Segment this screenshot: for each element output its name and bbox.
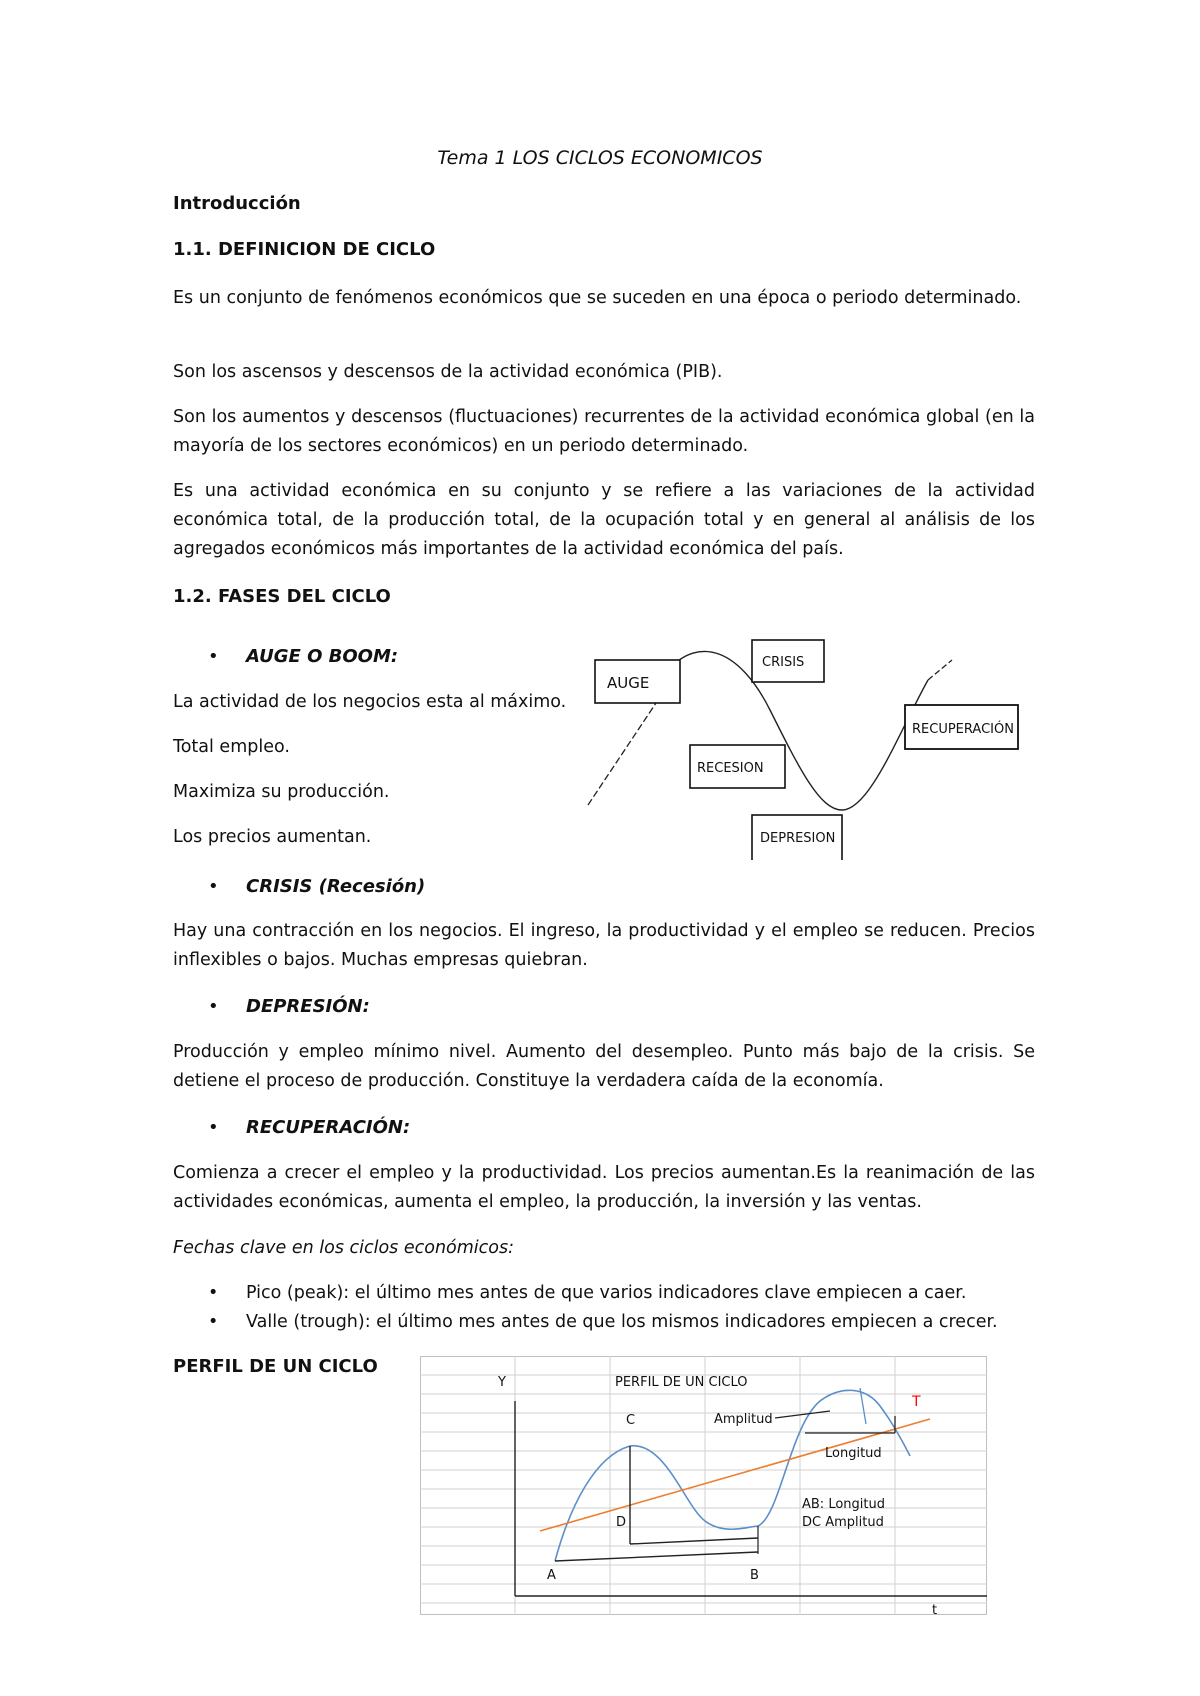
bullet-icon: •	[208, 1312, 219, 1332]
recuperacion-paragraph: Comienza a crecer el empleo y la productividad. Los precios aumentan.Es la reanimación de las actividades económicas, aumenta el empleo, la producción, la inversión y las ventas.	[173, 1163, 1035, 1212]
perfil-ab-line	[555, 1552, 758, 1561]
perfil-point-d: D	[616, 1515, 627, 1530]
bullet-icon: •	[208, 996, 219, 1017]
bullet-icon: •	[208, 1283, 219, 1303]
perfil-y-label: Y	[498, 1375, 506, 1390]
depresion-box-label: DEPRESION	[760, 831, 836, 846]
perfil-x-label: t	[932, 1603, 938, 1618]
perfil-heading: PERFIL DE UN CICLO	[173, 1356, 378, 1377]
recesion-box-label: RECESION	[697, 761, 764, 776]
perfil-chart	[420, 1356, 990, 1618]
crisis-title: CRISIS (Recesión)	[246, 876, 426, 897]
auge-box-label: AUGE	[607, 674, 650, 692]
fechas-title: Fechas clave en los ciclos económicos:	[173, 1238, 515, 1258]
intro-heading: Introducción	[173, 193, 301, 214]
crisis-box-label: CRISIS	[762, 655, 805, 670]
definition-paragraph-4: Es una actividad económica en su conjunto y se refiere a las variaciones de la actividad económica total, de la producción total, de la ocupación total y en general al análisis de los agregados económicos más importantes de la actividad económica del país.	[173, 481, 1035, 559]
perfil-chart-title: PERFIL DE UN CICLO	[615, 1375, 748, 1390]
fechas-item-valle-text: Valle (trough): el último mes antes de que los mismos indicadores empiecen a crecer.	[246, 1312, 998, 1332]
perfil-amplitud-pointer	[775, 1411, 830, 1418]
bullet-icon: •	[208, 646, 219, 667]
auge-line-1: La actividad de los negocios esta al máximo.	[173, 692, 567, 712]
definition-paragraph-2: Son los ascensos y descensos de la actividad económica (PIB).	[173, 362, 723, 382]
recuperacion-title: RECUPERACIÓN:	[246, 1117, 411, 1138]
definition-paragraph-3: Son los aumentos y descensos (fluctuaciones) recurrentes de la actividad económica global (en la mayoría de los sectores económicos) en un periodo determinado.	[173, 407, 1035, 456]
definition-paragraph-1: Es un conjunto de fenómenos económicos que se suceden en una época o periodo determinado.	[173, 288, 1022, 308]
perfil-grid	[420, 1356, 987, 1615]
perfil-point-b: B	[750, 1568, 759, 1583]
phase-curve-top-dashed	[928, 660, 952, 680]
auge-line-3: Maximiza su producción.	[173, 782, 390, 802]
recuperacion-box-label: RECUPERACIÓN	[912, 722, 1014, 737]
depresion-paragraph: Producción y empleo mínimo nivel. Aumento del desempleo. Punto más bajo de la crisis. Se detiene el proceso de producción. Constituye la verdadera caída de la economía.	[173, 1042, 1035, 1091]
perfil-point-t: T	[912, 1394, 921, 1410]
fechas-item-pico-text: Pico (peak): el último mes antes de que varios indicadores clave empiecen a caer.	[246, 1283, 967, 1303]
auge-title: AUGE O BOOM:	[246, 646, 399, 667]
document-title: Tema 1 LOS CICLOS ECONOMICOS	[437, 147, 763, 169]
section-1-heading: 1.1. DEFINICION DE CICLO	[173, 239, 436, 260]
crisis-paragraph: Hay una contracción en los negocios. El ingreso, la productividad y el empleo se reducen. Precios inflexibles o bajos. Muchas empresas quiebran.	[173, 921, 1035, 970]
auge-line-2: Total empleo.	[173, 737, 290, 757]
section-2-heading: 1.2. FASES DEL CICLO	[173, 586, 391, 607]
bullet-icon: •	[208, 1117, 219, 1138]
perfil-point-a: A	[547, 1568, 556, 1583]
phase-diagram	[580, 630, 1030, 860]
perfil-longitud-label: Longitud	[825, 1446, 882, 1461]
perfil-point-c: C	[626, 1413, 636, 1428]
perfil-legend-1: AB: Longitud	[802, 1497, 885, 1512]
perfil-amplitud-label: Amplitud	[714, 1412, 773, 1427]
perfil-db-line	[630, 1538, 758, 1544]
depresion-title: DEPRESIÓN:	[246, 996, 370, 1017]
perfil-legend-2: DC Amplitud	[802, 1515, 884, 1530]
auge-line-4: Los precios aumentan.	[173, 827, 372, 847]
bullet-icon: •	[208, 876, 219, 897]
